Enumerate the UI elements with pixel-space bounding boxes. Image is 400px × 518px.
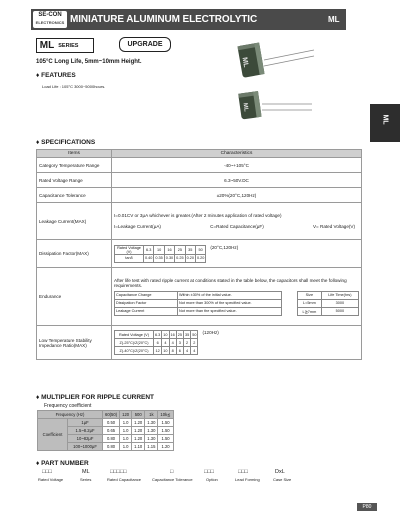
header-series-code: ML xyxy=(328,15,340,24)
pn-code-series: ML xyxy=(82,469,90,475)
pn-label-capacitance: Rated Capacitance xyxy=(107,477,142,482)
dissipation-tan-row: tanδ 0.40 0.35 0.30 0.25 0.20 0.20 xyxy=(115,254,206,262)
dissipation-label: Dissipation Factor(MAX) xyxy=(37,240,112,268)
endurance-req-table: Capacitance Change Within ±30% of the initial value. Dissipation Factor Not more than 300% of the specified value. Leakage Current Not more than the specified value. xyxy=(114,291,282,316)
endurance-life-table: Size Life Time(hrs) L=5mm 3000 L≧7mm 5000 xyxy=(297,291,359,316)
ripple-coef-label: Coefficient xyxy=(38,419,68,451)
ripple-freq-header: Frequency (Hz) xyxy=(38,411,103,419)
page-title: MINIATURE ALUMINUM ELECTROLYTIC CAPACITORS xyxy=(70,14,258,45)
cap-tolerance-value: ±20%(20°C,120Hz) xyxy=(112,188,362,203)
cap-tolerance-label: Capacitance Tolerance xyxy=(37,188,112,203)
pn-label-tolerance: Capacitance Tolerance xyxy=(152,477,193,482)
features-heading: ♦ FEATURES xyxy=(36,72,76,79)
side-tab: ML xyxy=(370,104,400,142)
capacitor-print-top: ML xyxy=(240,56,250,68)
pn-label-option: Option xyxy=(206,477,218,482)
ripple-heading: ♦ MULTIPLIER FOR RIPPLE CURRENT xyxy=(36,394,155,401)
specifications-table xyxy=(36,149,362,360)
leakage-v: V= Rated Voltage(V) xyxy=(312,224,355,229)
features-text: Load Life : 105°C 3000~5000hours. xyxy=(42,84,106,89)
pn-code-capacitance: □□□□□ xyxy=(110,469,127,475)
pn-code-voltage: □□□ xyxy=(42,469,52,475)
capacitor-photo xyxy=(232,38,316,123)
low-temp-row-25: Z(-25°C)/Z(20°C) 6 4 4 3 2 2 xyxy=(115,339,198,347)
pn-code-option: □□□ xyxy=(204,469,214,475)
leakage-label: Leakage Current(MAX) xyxy=(37,203,112,240)
brand-logo: SE-CON ELECTRONICS xyxy=(33,11,67,28)
ripple-header-row: Frequency (Hz) 60(50) 120 500 1k 10k≦ xyxy=(38,411,174,419)
part-number-heading: ♦ PART NUMBER xyxy=(36,460,89,467)
endurance-value xyxy=(112,268,362,326)
low-temp-voltage-row: Rated Voltage (V) 6.3 10 16 25 35 50 xyxy=(115,331,198,339)
ripple-row: 1.5~8.2μF 0.65 1.0 1.20 1.30 1.50 xyxy=(38,427,174,435)
low-temp-label: Low Temperature Stability Impedance Ratio(MAX) xyxy=(37,326,112,360)
rated-voltage-value: 6.3~50V.DC xyxy=(112,173,362,188)
dissipation-value xyxy=(112,240,362,268)
category-temp-label: Category Temperature Range xyxy=(37,158,112,173)
endurance-text: After life test with rated ripple current at conditions stated in the table below, the capacitors shall meet the following requirements. xyxy=(114,277,347,288)
leakage-formula: I=0.01CV or 3μA whichever is greater.(After 2 minutes application of rated voltage) xyxy=(114,213,282,218)
leakage-i: I=Leakage Current(μA) xyxy=(114,224,161,229)
leakage-c: C=Rated Capacitance(μF) xyxy=(210,224,264,229)
upgrade-badge: UPGRADE xyxy=(119,37,171,52)
tagline: 105°C Long Life, 5mm~10mm Height. xyxy=(36,59,142,65)
pn-code-case: DxL xyxy=(275,469,285,475)
ripple-table xyxy=(37,410,174,451)
pn-code-tolerance: □ xyxy=(170,469,174,475)
pn-label-lead: Lead Forming xyxy=(235,477,260,482)
ripple-row: 10~82μF 0.80 1.0 1.20 1.30 1.50 xyxy=(38,435,174,443)
dissipation-table xyxy=(114,245,206,263)
low-temp-row-40: Z(-40°C)/Z(20°C) 12 10 8 6 4 4 xyxy=(115,347,198,355)
capacitor-print-bottom: ML xyxy=(241,102,249,113)
series-label: ML SERIES xyxy=(36,38,94,53)
pn-label-voltage: Rated Voltage xyxy=(38,477,64,482)
col-items: Items xyxy=(37,150,112,158)
ripple-row: 100~1000μF 0.80 1.0 1.10 1.15 1.20 xyxy=(38,443,174,451)
ripple-subheading: Frequency coefficient xyxy=(44,403,92,409)
category-temp-value: -40~+105°C xyxy=(112,158,362,173)
specifications-heading: ♦ SPECIFICATIONS xyxy=(36,139,96,146)
low-temp-table xyxy=(114,330,198,355)
pn-code-lead: □□□ xyxy=(238,469,248,475)
low-temp-note: (120Hz) xyxy=(202,330,219,335)
ripple-row: Coefficient 1μF 0.50 1.0 1.20 1.30 1.50 xyxy=(38,419,174,427)
pn-label-case: Case Size xyxy=(273,477,292,482)
endurance-label: Endurance xyxy=(37,268,112,326)
pn-label-series: Series xyxy=(80,477,92,482)
col-characteristics: Characteristics xyxy=(112,150,362,158)
leakage-value xyxy=(112,203,362,240)
rated-voltage-label: Rated Voltage Range xyxy=(37,173,112,188)
page-number: P80 xyxy=(357,503,377,511)
low-temp-value xyxy=(112,326,362,360)
dissipation-note: (20°C,120Hz) xyxy=(210,244,239,250)
dissipation-voltage-row: Rated Voltage (V) 6.3 10 16 25 35 50 xyxy=(115,245,206,254)
